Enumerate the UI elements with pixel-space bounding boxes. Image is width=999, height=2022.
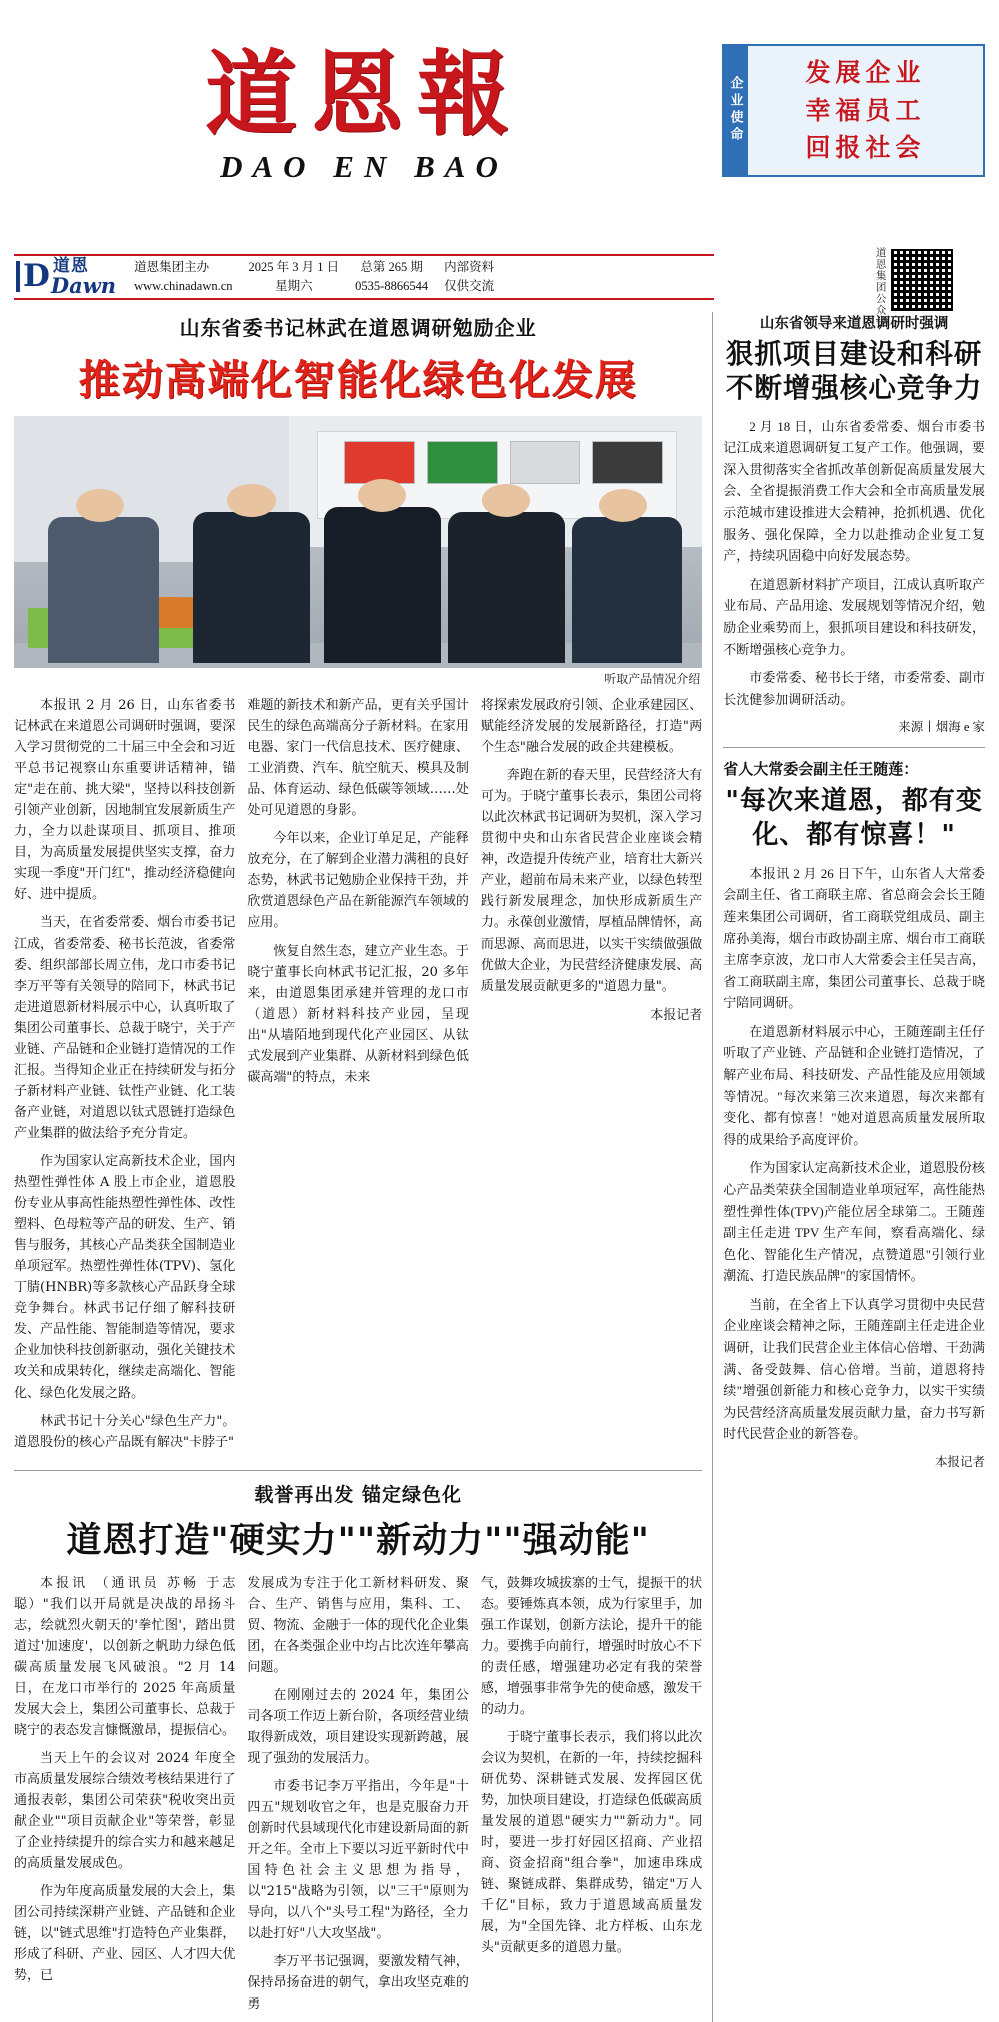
contact-phone: 0535-8866544	[355, 279, 429, 293]
paragraph: 在道恩新材料展示中心，王随莲副主任仔听取了产业链、产品链和企业链打造情况，了解产业布局、科技研发、产品性能及应用领域等情况。"每次来第三次来道恩，每次来都有变化、都有惊喜！"她对道恩高质量发展所取得的成果给予高度评价。	[723, 1023, 985, 1147]
right-top-headline: 狠抓项目建设和科研不断增强核心竞争力	[725, 338, 983, 405]
photo-sample-black	[592, 441, 663, 483]
issue-number: 总第 265 期	[360, 260, 423, 275]
masthead-left	[14, 10, 714, 185]
qr-label: 道恩集团公众号	[874, 247, 886, 328]
lead-column-3	[481, 695, 702, 1460]
lead-kicker: 山东省委书记林武在道恩调研勉励企业	[179, 316, 537, 340]
paragraph: 奔跑在新的春天里，民营经济大有可为。于晓宁董事长表示，集团公司将以此次林武书记调研为契机，深入学习贯彻中央和山东省民营企业座谈会精神，改造提升传统产业，培育壮大新兴产业，超前布局未来产业，以绿色转型践行新发展理念，加快形成新质生产力。永葆创业激情，厚植品牌情怀，高而思源、高而思进，以实干实绩做强做优做大企业，为民营经济健康发展、高质量发展贡献更多的"道恩力量"。	[480, 768, 703, 994]
right-bottom-quote-headline: "每次来道恩，都有变化、都有惊喜！"	[725, 786, 983, 851]
paragraph: 李万平书记强调，要激发精气神，保持昂扬奋进的朝气，拿出攻坚克难的勇	[247, 1954, 469, 2012]
photo-person-3-head	[358, 479, 406, 512]
paragraph: 当前，在全省上下认真学习贯彻中央民营企业座谈会精神之际，王随莲副主任走进企业调研，让我们民营企业主体信心倍增、干劲满满、备受鼓舞、信心倍增。当前，道恩将持续"增强创新能力和核心竞争力，以实干实绩为民营经济高质量发展贡献力量，奋力书写新时代民营企业的新答卷。	[723, 1296, 985, 1442]
photo-person-3	[324, 507, 441, 663]
issue-date: 2025 年 3 月 1 日	[248, 260, 340, 275]
right-top-kicker: 山东省领导来道恩调研时强调	[759, 316, 949, 332]
page-content	[14, 312, 985, 2022]
second-column-1	[14, 1573, 235, 2022]
mission-block	[722, 10, 985, 177]
second-column-3	[481, 1573, 702, 2022]
lead-columns	[14, 695, 702, 1460]
lead-column-1	[14, 695, 235, 1460]
mission-line-2: 幸福员工	[805, 95, 926, 125]
qr-code-icon[interactable]	[889, 247, 955, 313]
info-internal-col	[436, 258, 502, 296]
photo-person-presenter	[48, 517, 158, 663]
paragraph: 当天，在省委常委、烟台市委书记江成，省委常委、秘书长范波，省委常委、组织部部长周立伟，龙口市委书记李万平等有关领导的陪同下，林武书记走进道恩新材料展示中心，认真听取了集团公司董事长、总裁于晓宁，关于产业链、产品链和企业链打造情况的工作汇报。当得知企业正在持续研发与拓分子新材料产业链、钛性产业链、化工装备产业链，对道恩以钛式恩链打造绿色产业集群的做法给予充分肯定。	[14, 915, 236, 1141]
paragraph: 市委书记李万平指出，今年是"十四五"规划收官之年，也是克服奋力开创新时代县域现代化市建设新局面的新开之年。全市上下要以习近平新时代中国特色社会主义思想为指导，以"215"战略为引领，以"三干"原则为导向，以八个"头号工程"为路径，全力以赴打好"八大攻坚战"。	[247, 1779, 469, 1942]
photo-person-4-head	[482, 484, 530, 517]
info-publisher-col	[126, 258, 240, 296]
paragraph: 作为国家认定高新技术企业，国内热塑性弹性体 A 股上市企业，道恩股份专业从事高性能热塑性弹性体、改性塑料、色母粒等产品的研发、生产、销售与服务，其核心产品类获全国制造业单项冠军。热塑性弹性体(TPV)、氢化丁腈(HNBR)等多款核心产品跃身全球竞争舞台。林武书记仔细了解科技研发、产品性能、智能制造等情况，要求企业加快科技创新驱动，强化关键技术攻关和成果转化，继续走高端化、智能化、绿色化发展之路。	[14, 1153, 236, 1401]
logo-english: Dawn	[50, 272, 117, 298]
logo-text-stack	[51, 257, 116, 297]
paragraph: 2 月 18 日，山东省委常委、烟台市委书记江成来道恩调研复工复产工作。他强调，要深入贯彻落实全省抓改革创新促高质量发展大会、全省提振消费工作大会和全市高质量发展示范城市建设推进大会精神，抢抓机遇、优化服务、强化保障，全力以赴推动企业复工复产，持续巩固稳中向好发展态势。	[723, 418, 985, 564]
paragraph: 将探索发展政府引领、企业承建园区、赋能经济发展的发展新路径，打造"两个生态"融合发展的政企共建模板。	[480, 698, 703, 756]
second-kicker: 载誉再出发 锚定绿色化	[254, 1483, 462, 1506]
info-issue-col	[347, 258, 436, 296]
left-zone	[14, 312, 713, 2022]
paragraph: 作为年度高质量发展的大会上，集团公司持续深耕产业链、产品链和企业链，以"链式思维"打造特色产业集群，形成了科研、产业、园区、人才四大优势，已	[14, 1884, 236, 1984]
paragraph: 发展成为专注于化工新材料研发、聚合、生产、销售与应用，集科、工、贸、物流、金融于一体的现代化企业集团，在各类强企业中均占比次连年攀高问题。	[247, 1575, 469, 1675]
paragraph: 作为国家认定高新技术企业，道恩股份核心产品类荣获全国制造业单项冠军，高性能热塑性弹性体(TPV)产能位居全球第二。王随莲副主任走进 TPV 生产车间，察看高端化、绿色化、智能化生产情况，点赞道恩"引领行业潮流、打造民族品牌"的家国情怀。	[723, 1160, 985, 1284]
info-date-col	[241, 258, 348, 296]
photo-person-5	[572, 517, 682, 663]
paragraph: 本报讯 （通讯员 苏畅 于志聪）"我们以开局就是决战的昂扬斗志，绘就烈火朝天的'拳忙图'，踏出贯道过'加速度'，以创新之帆助力绿色低碳高质量发展飞风破浪。"2 月 14 日，在龙口市举行的 2025 年高质量发展大会上，集团公司董事长、总裁于晓宁的表态发言慷慨激昂，提振信心。	[14, 1575, 236, 1738]
masthead-info-bar	[14, 254, 714, 300]
masthead	[14, 10, 985, 250]
dawn-logo	[14, 257, 116, 297]
paragraph: 市委常委、秘书长于绪，市委常委、副市长沈健参加调研活动。	[723, 670, 985, 707]
paper-title-pinyin: DAO EN BAO	[220, 148, 508, 184]
paragraph: 今年以来，企业订单足足，产能释放充分，在了解到企业潜力满租的良好态势，林武书记勉励企业保持干劲，并欣赏道恩绿色产品在新能源汽车领域的应用。	[247, 831, 469, 931]
paragraph: 林武书记十分关心"绿色生产力"。道恩股份的核心产品既有解决"卡脖子"	[14, 1413, 236, 1450]
logo-chinese: 道恩	[52, 256, 89, 276]
qr-block	[873, 247, 985, 328]
mission-tab-label: 企业使命	[722, 44, 748, 177]
mission-box	[748, 44, 985, 177]
photo-sample-green	[427, 441, 498, 483]
info-columns	[126, 258, 714, 296]
mission-line-1: 发展企业	[805, 58, 926, 87]
exchange-label: 仅供交流	[444, 279, 495, 293]
paper-title: 道恩報	[204, 40, 523, 148]
mission-line-3: 回报社会	[805, 133, 926, 162]
lead-headline: 推动高端化智能化绿色化发展	[78, 356, 638, 404]
internal-label: 内部资料	[444, 260, 495, 275]
second-column-2	[247, 1573, 468, 2022]
right-bottom-signature: 本报记者	[934, 1454, 985, 1469]
photo-person-5-head	[599, 489, 647, 522]
logo-letter-d: D	[16, 261, 50, 292]
weekday: 星期六	[275, 279, 313, 293]
article-signature: 本报记者	[650, 1006, 703, 1022]
lead-column-2	[247, 695, 468, 1460]
section-divider	[14, 1470, 702, 1471]
right-divider	[723, 747, 985, 748]
second-columns	[14, 1573, 702, 2022]
paragraph: 当天上午的会议对 2024 年度全市高质量发展综合绩效考核结果进行了通报表彰，集团公司荣获"税收突出贡献企业""项目贡献企业"等荣誉，彰显了企业持续提升的综合实力和越来越足的高质量发展成色。	[14, 1751, 236, 1872]
photo-person-2-head	[227, 484, 275, 517]
photo-person-presenter-head	[76, 489, 124, 522]
right-bottom-kicker: 省人大常委会副主任王随莲：	[723, 762, 919, 779]
second-headline: 道恩打造"硬实力""新动力""强动能"	[66, 1519, 650, 1561]
lead-photo-row	[14, 416, 702, 668]
publisher: 道恩集团主办	[134, 260, 210, 275]
website[interactable]: www.chinadawn.cn	[134, 279, 233, 293]
paragraph: 气，鼓舞攻城拔寨的士气，提振干的状态。要锤炼真本领，成为行家里手，加强工作谋划，创新方法论，提升干的能力。要携手向前行，增强时时放心不下的责任感，增强建功必定有我的荣誉感，增强事非常争先的使命感，激发干的动力。	[480, 1575, 703, 1717]
photo-person-4	[448, 512, 565, 663]
paragraph: 在道恩新材料扩产项目，江成认真听取产业布局、产品用途、发展规划等情况介绍，勉励企业乘势而上，狠抓项目建设和科技研发，不断增强核心竞争力。	[723, 576, 985, 657]
paragraph: 本报讯 2 月 26 日，山东省委书记林武在来道恩公司调研时强调，要深入学习贯彻党的二十届三中全会和习近平总书记视察山东重要讲话精神，锚定"走在前、挑大梁"，坚持以科技创新引领产业创新，因地制宜发展新质生产力，全力以赴谋项目、抓项目、推项目，为高质量发展提供坚实支撑，奋力实现一季度"开门红"，推动经济稳健向好、进中提质。	[14, 698, 236, 903]
photo-person-2	[193, 512, 310, 663]
photo-caption: 听取产品情况介绍	[604, 672, 701, 686]
photo-sample-red	[344, 441, 415, 483]
right-top-source: 来源丨烟海 e 家	[898, 720, 985, 735]
paragraph: 于晓宁董事长表示，我们将以此次会议为契机，在新的一年，持续挖掘科研优势、深耕链式发展、发挥园区优势，加快项目建设，打造绿色低碳高质量发展的道恩"硬实力""新动力"。同时，要进一步打好园区招商、产业招商、资金招商"组合拳"，加速串珠成链、聚链成群、集群成势，锚定"万人千亿"目标，致力于道恩域高质量发展，为"全国先锋、北方样板、山东龙头"贡献更多的道恩力量。	[480, 1729, 703, 1956]
paragraph: 在刚刚过去的 2024 年，集团公司各项工作迈上新台阶，各项经营业绩取得新成效，项目建设实现新跨越，展现了强劲的发展活力。	[247, 1687, 469, 1767]
paragraph: 难题的新技术和新产品，更有关乎国计民生的绿色高端高分子新材料。在家用电器、家门一代信息技术、医疗健康、工业消费、汽车、航空航天、模具及制品、体育运动、绿色低碳等领域……处处可见道恩的身影。	[247, 698, 469, 819]
photo-sample-grey	[510, 441, 581, 483]
paragraph: 本报讯 2 月 26 日下午，山东省人大常委会副主任、省工商联主席、省总商会会长王随莲来集团公司调研，省工商联党组成员、副主席孙美海，烟台市政协副主席、烟台市工商联主席李京波，龙口市人大常委会主任吴吉高，省工商联副主席，集团公司董事长、总裁于晓宁陪同调研。	[723, 865, 985, 1011]
lead-photo	[14, 416, 702, 668]
paragraph: 恢复自然生态，建立产业生态。于晓宁董事长向林武书记汇报，20 多年来，由道恩集团承建并管理的龙口市（道恩）新材料科技产业园，呈现出"从墙陌地到现代化产业园区、从钛式发展到产业集群、从新材料到绿色低碳高端"的特点，未来	[247, 943, 469, 1085]
right-zone	[713, 312, 985, 2022]
